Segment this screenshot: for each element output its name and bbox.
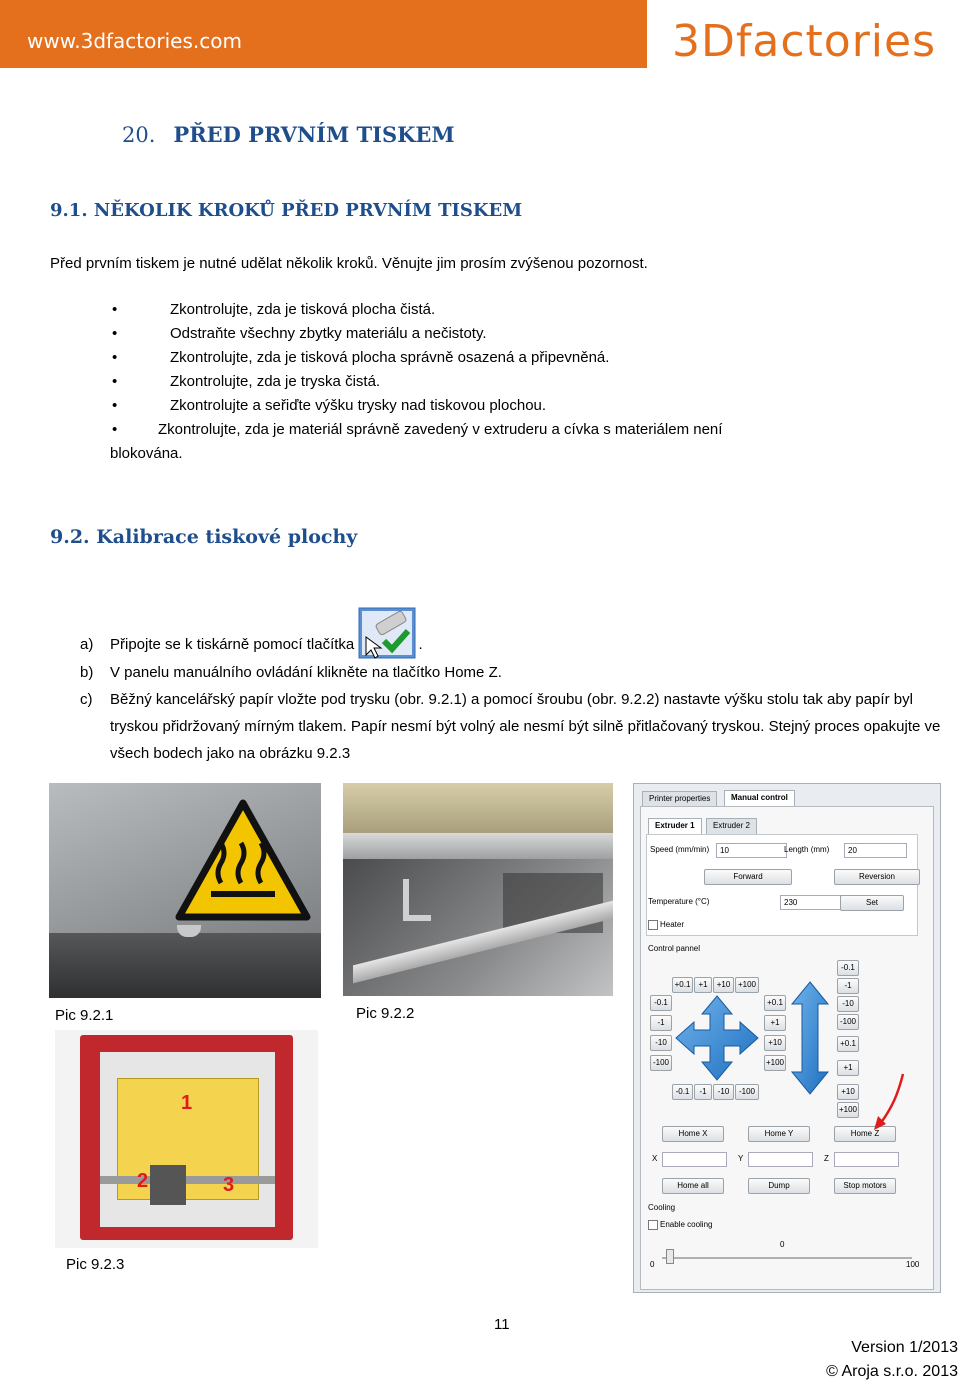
list-item: • Zkontrolujte, zda je tisková plocha čistá. (112, 301, 436, 318)
slider-min-label: 0 (650, 1260, 655, 1269)
fan-speed-slider-track[interactable] (662, 1257, 912, 1259)
z-minus-1-button[interactable]: -1 (837, 978, 859, 994)
calibration-steps (80, 633, 960, 767)
z-plus-1-button[interactable]: +1 (837, 1060, 859, 1076)
list-item: • Zkontrolujte, zda je tisková plocha správně osazená a připevněná. (112, 349, 610, 366)
home-x-button[interactable]: Home X (662, 1126, 724, 1142)
tab-extruder-1[interactable]: Extruder 1 (648, 818, 702, 835)
brand-logo (670, 10, 940, 66)
manual-control-panel (633, 783, 941, 1293)
list-item: • Odstraňte všechny zbytky materiálu a nečistoty. (112, 325, 487, 342)
z-minus-100-button[interactable]: -100 (837, 1014, 859, 1030)
x-plus-1-button[interactable]: +1 (694, 977, 712, 993)
z-position-input[interactable] (834, 1152, 899, 1167)
list-item: • Zkontrolujte, zda je tryska čistá. (112, 373, 381, 390)
y-position-input[interactable] (748, 1152, 813, 1167)
x-label: X (652, 1154, 658, 1163)
tab-manual-control[interactable]: Manual control (724, 790, 795, 807)
enable-cooling-label: Enable cooling (660, 1220, 713, 1229)
enable-cooling-checkbox[interactable] (648, 1220, 658, 1230)
forward-button[interactable]: Forward (704, 869, 792, 885)
z-plus-0-1-button[interactable]: +0.1 (837, 1036, 859, 1052)
photo-nozzle-paper (49, 783, 321, 998)
x-minus-1-button[interactable]: -1 (694, 1084, 712, 1100)
red-arrow-icon (870, 1072, 906, 1132)
footer-version: Version 1/2013 © Aroja s.r.o. 2013 (826, 1339, 958, 1380)
step-b: b) V panelu manuálního ovládání klikněte na tlačítko Home Z. (80, 664, 502, 681)
page-number: 11 (494, 1316, 510, 1333)
z-jog-arrows-icon[interactable] (790, 980, 830, 1096)
control-panel-label: Control pannel (648, 944, 701, 953)
x-plus-100-button[interactable]: +100 (735, 977, 759, 993)
checklist (112, 298, 852, 466)
tab-extruder-2[interactable]: Extruder 2 (706, 818, 757, 835)
list-item: • Zkontrolujte, zda je materiál správně zavedený v extruderu a cívka s materiálem není (112, 421, 723, 438)
marker-1: 1 (181, 1092, 193, 1114)
home-y-button[interactable]: Home Y (748, 1126, 810, 1142)
section-title: 20. PŘED PRVNÍM TISKEM (122, 122, 455, 147)
z-minus-0-1-button[interactable]: -0.1 (837, 960, 859, 976)
length-label: Length (mm) (784, 845, 830, 854)
x-position-input[interactable] (662, 1152, 727, 1167)
caption-pic-2: Pic 9.2.2 (356, 1005, 415, 1022)
home-z-button[interactable]: Home Z (834, 1126, 896, 1142)
marker-2: 2 (137, 1170, 149, 1192)
x-plus-0-1-button[interactable]: +0.1 (672, 977, 693, 993)
caption-pic-1: Pic 9.2.1 (55, 1007, 114, 1024)
y-minus-1-button[interactable]: -1 (650, 1015, 672, 1031)
y-plus-100-button[interactable]: +100 (764, 1055, 786, 1071)
intro-paragraph: Před prvním tiskem je nutné udělat několik kroků. Věnujte jim prosím zvýšenou pozornost. (50, 255, 648, 272)
y-plus-0-1-button[interactable]: +0.1 (764, 995, 786, 1011)
heater-label: Heater (660, 920, 685, 929)
stop-motors-button[interactable]: Stop motors (834, 1178, 896, 1194)
hot-surface-warning-icon (173, 797, 313, 927)
list-item: • Zkontrolujte a seřiďte výšku trysky nad tiskovou plochou. (112, 397, 547, 414)
y-minus-0-1-button[interactable]: -0.1 (650, 995, 672, 1011)
slider-max-label: 100 (906, 1260, 920, 1269)
heater-checkbox[interactable] (648, 920, 658, 930)
fan-speed-slider-handle[interactable] (666, 1249, 674, 1264)
temperature-label: Temperature (°C) (648, 897, 710, 906)
speed-input[interactable]: 10 (716, 843, 787, 858)
fan-speed-value: 0 (780, 1240, 785, 1249)
x-minus-10-button[interactable]: -10 (713, 1084, 734, 1100)
z-label: Z (824, 1154, 829, 1163)
xy-jog-arrows-icon[interactable] (674, 994, 760, 1082)
marker-3: 3 (223, 1174, 235, 1196)
reversion-button[interactable]: Reversion (834, 869, 920, 885)
z-plus-10-button[interactable]: +10 (837, 1084, 859, 1100)
header-url[interactable]: www.3dfactories.com (27, 29, 242, 53)
svg-text:3Dfactories: 3Dfactories (672, 16, 936, 66)
temperature-input[interactable]: 230 (780, 895, 841, 910)
subsection-title-9-1: 9.1. NĚKOLIK KROKŮ PŘED PRVNÍM TISKEM (50, 200, 523, 221)
x-plus-10-button[interactable]: +10 (713, 977, 734, 993)
step-a: a) Připojte se k tiskárně pomocí tlačítka . (80, 633, 960, 659)
speed-label: Speed (mm/min) (650, 845, 710, 854)
step-c: c) Běžný kancelářský papír vložte pod trysku (obr. 9.2.1) a pomocí šroubu (obr. 9.2.2) nastavte výšku stolu tak aby papír byl tryskou přidržovaný mírným tlakem. Papír nesmí být volný ale nesmí být silně přitlačovaný tryskou. Stejný proces opakujte ve všech bodech jako na obrázku 9.2.3 (80, 691, 941, 762)
z-plus-100-button[interactable]: +100 (837, 1102, 859, 1118)
y-label: Y (738, 1154, 744, 1163)
printer-connect-icon (358, 607, 416, 659)
set-button[interactable]: Set (840, 895, 904, 911)
y-plus-1-button[interactable]: +1 (764, 1015, 786, 1031)
photo-printer-top (55, 1030, 318, 1248)
home-all-button[interactable]: Home all (662, 1178, 724, 1194)
y-minus-100-button[interactable]: -100 (650, 1055, 672, 1071)
dump-button[interactable]: Dump (748, 1178, 810, 1194)
y-minus-10-button[interactable]: -10 (650, 1035, 672, 1051)
x-minus-0-1-button[interactable]: -0.1 (672, 1084, 693, 1100)
x-minus-100-button[interactable]: -100 (735, 1084, 759, 1100)
tab-printer-properties[interactable]: Printer properties (642, 791, 717, 808)
caption-pic-3: Pic 9.2.3 (66, 1256, 125, 1273)
list-item-continuation: blokována. (110, 445, 183, 462)
photo-bed-screw (343, 783, 613, 996)
y-plus-10-button[interactable]: +10 (764, 1035, 786, 1051)
cooling-label: Cooling (648, 1203, 676, 1212)
length-input[interactable]: 20 (844, 843, 907, 858)
subsection-title-9-2: 9.2. Kalibrace tiskové plochy (50, 526, 358, 548)
z-minus-10-button[interactable]: -10 (837, 996, 859, 1012)
